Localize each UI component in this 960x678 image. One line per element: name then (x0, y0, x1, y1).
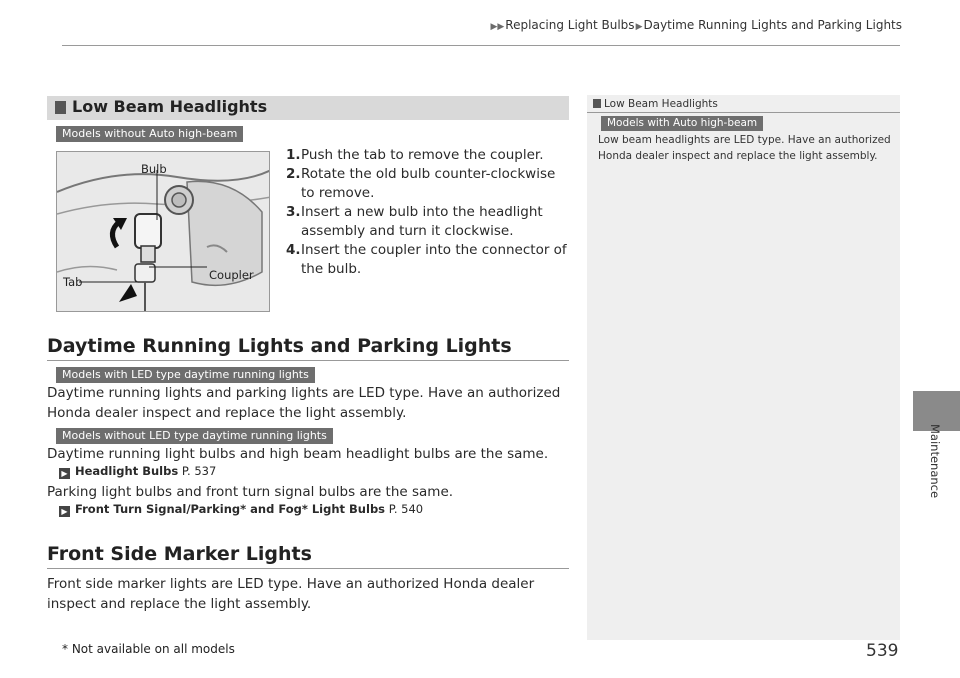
section-tab[interactable] (928, 424, 944, 514)
model-badge: Models without Auto high-beam (56, 126, 243, 142)
breadcrumb (489, 18, 902, 32)
page-number: 539 (866, 641, 899, 661)
headlight-illustration (57, 152, 270, 312)
figure-label-tab: Tab (63, 275, 83, 289)
figure-label-bulb: Bulb (141, 162, 167, 176)
notes-title: Low Beam Headlights (593, 98, 718, 110)
notes-panel (587, 95, 900, 640)
breadcrumb-arrow-icon: ▶▶ (490, 22, 505, 32)
step-item: 1. Push the tab to remove the coupler. (286, 147, 544, 163)
breadcrumb-item[interactable]: Replacing Light Bulbs (505, 18, 635, 32)
breadcrumb-item[interactable]: Daytime Running Lights and Parking Lights (643, 18, 902, 32)
header-divider (62, 45, 900, 46)
section-tab-label: Maintenance (928, 424, 942, 499)
paragraph: Parking light bulbs and front turn signal bulbs are the same. (47, 484, 454, 500)
step-item: 2. Rotate the old bulb counter-clockwise to remove. (286, 166, 556, 201)
step-item: 3. Insert a new bulb into the headlight assembly and turn it clockwise. (286, 204, 543, 239)
paragraph: Daytime running light bulbs and high beam headlight bulbs are the same. (47, 446, 549, 462)
headlight-figure (56, 151, 270, 312)
step-list (286, 146, 570, 279)
cross-reference-link[interactable]: ▶ Headlight Bulbs P. 537 (59, 464, 216, 479)
notes-divider (587, 112, 900, 113)
reference-arrow-icon: ▶ (59, 506, 70, 517)
notes-text: Low beam headlights are LED type. Have an authorized Honda dealer inspect and replace the light assembly. (598, 134, 891, 162)
breadcrumb-arrow-icon: ▶ (635, 22, 643, 32)
model-badge: Models with Auto high-beam (601, 116, 763, 131)
note-marker-icon (593, 99, 601, 108)
step-item: 4. Insert the coupler into the connector of the bulb. (286, 242, 567, 277)
section-title: Low Beam Headlights (72, 97, 268, 116)
cross-reference-link[interactable]: ▶ Front Turn Signal/Parking* and Fog* Light Bulbs P. 540 (59, 502, 423, 517)
paragraph: Front side marker lights are LED type. Have an authorized Honda dealer inspect and replace the light assembly. (47, 576, 535, 612)
paragraph: Daytime running lights and parking lights are LED type. Have an authorized Honda dealer inspect and replace the light assembly. (47, 385, 561, 421)
heading-underline (47, 360, 569, 361)
heading-side-marker: Front Side Marker Lights (47, 543, 312, 565)
heading-drl: Daytime Running Lights and Parking Lights (47, 335, 512, 357)
figure-label-coupler: Coupler (209, 268, 254, 282)
model-badge: Models with LED type daytime running lights (56, 367, 315, 383)
model-badge: Models without LED type daytime running lights (56, 428, 333, 444)
reference-arrow-icon: ▶ (59, 468, 70, 479)
footnote: * Not available on all models (62, 642, 235, 656)
section-square-icon (55, 101, 66, 114)
section-header-low-beam (47, 96, 569, 120)
heading-underline (47, 568, 569, 569)
